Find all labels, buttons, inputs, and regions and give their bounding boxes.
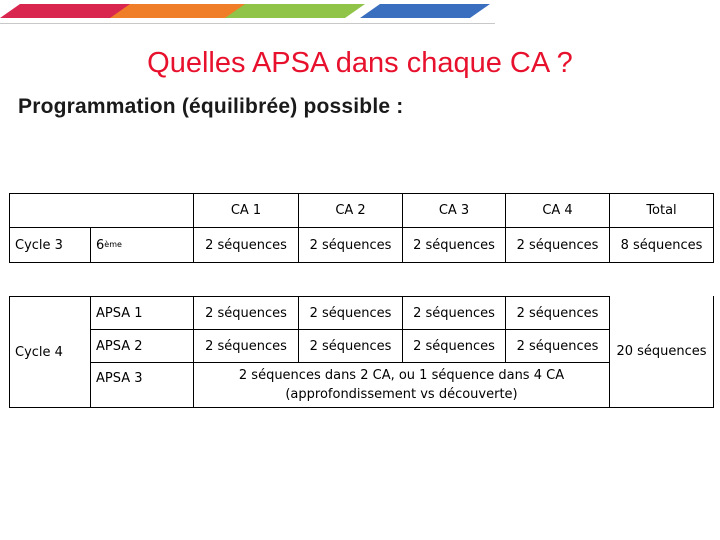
apsa3-description-line2: (approfondissement vs découverte) [285,387,518,402]
cycle3-ca3: 2 séquences [402,227,506,263]
header-empty-cell [9,193,194,228]
cycle4-apsa1-ca4: 2 séquences [505,296,610,330]
cycle3-level-number: 6 [96,237,105,253]
header-ca2: CA 2 [298,193,403,228]
cycle4-apsa1-ca1: 2 séquences [193,296,299,330]
decorative-banner-stripes [0,0,720,30]
banner-stripe-green [225,4,365,18]
cycle3-ca2: 2 séquences [298,227,403,263]
cycle3-level: 6 ème [90,227,194,263]
cycle4-apsa2-ca4: 2 séquences [505,329,610,363]
cycle3-total: 8 séquences [609,227,714,263]
header-total: Total [609,193,714,228]
cycle3-label: Cycle 3 [9,227,91,263]
cycle4-apsa1-ca3: 2 séquences [402,296,506,330]
banner-divider [0,23,495,24]
header-ca1: CA 1 [193,193,299,228]
page-subtitle: Programmation (équilibrée) possible : [18,95,404,118]
cycle4-label: Cycle 4 [9,296,91,408]
apsa3-description-line1: 2 séquences dans 2 CA, ou 1 séquence dans 4 CA [238,368,565,383]
cycle3-ca1: 2 séquences [193,227,299,263]
cycle3-ca4: 2 séquences [505,227,610,263]
cycle4-apsa2-ca3: 2 séquences [402,329,506,363]
cycle4-apsa3-description [193,362,610,408]
cycle4-apsa3-label: APSA 3 [90,362,194,408]
header-ca3: CA 3 [402,193,506,228]
header-ca4: CA 4 [505,193,610,228]
cycle4-apsa2-label: APSA 2 [90,329,194,363]
banner-stripe-blue [360,4,490,18]
page-title: Quelles APSA dans chaque CA ? [147,47,573,79]
cycle4-total: 20 séquences [609,296,714,408]
cycle4-apsa2-ca2: 2 séquences [298,329,403,363]
cycle4-apsa1-ca2: 2 séquences [298,296,403,330]
cycle4-apsa1-label: APSA 1 [90,296,194,330]
cycle4-apsa2-ca1: 2 séquences [193,329,299,363]
